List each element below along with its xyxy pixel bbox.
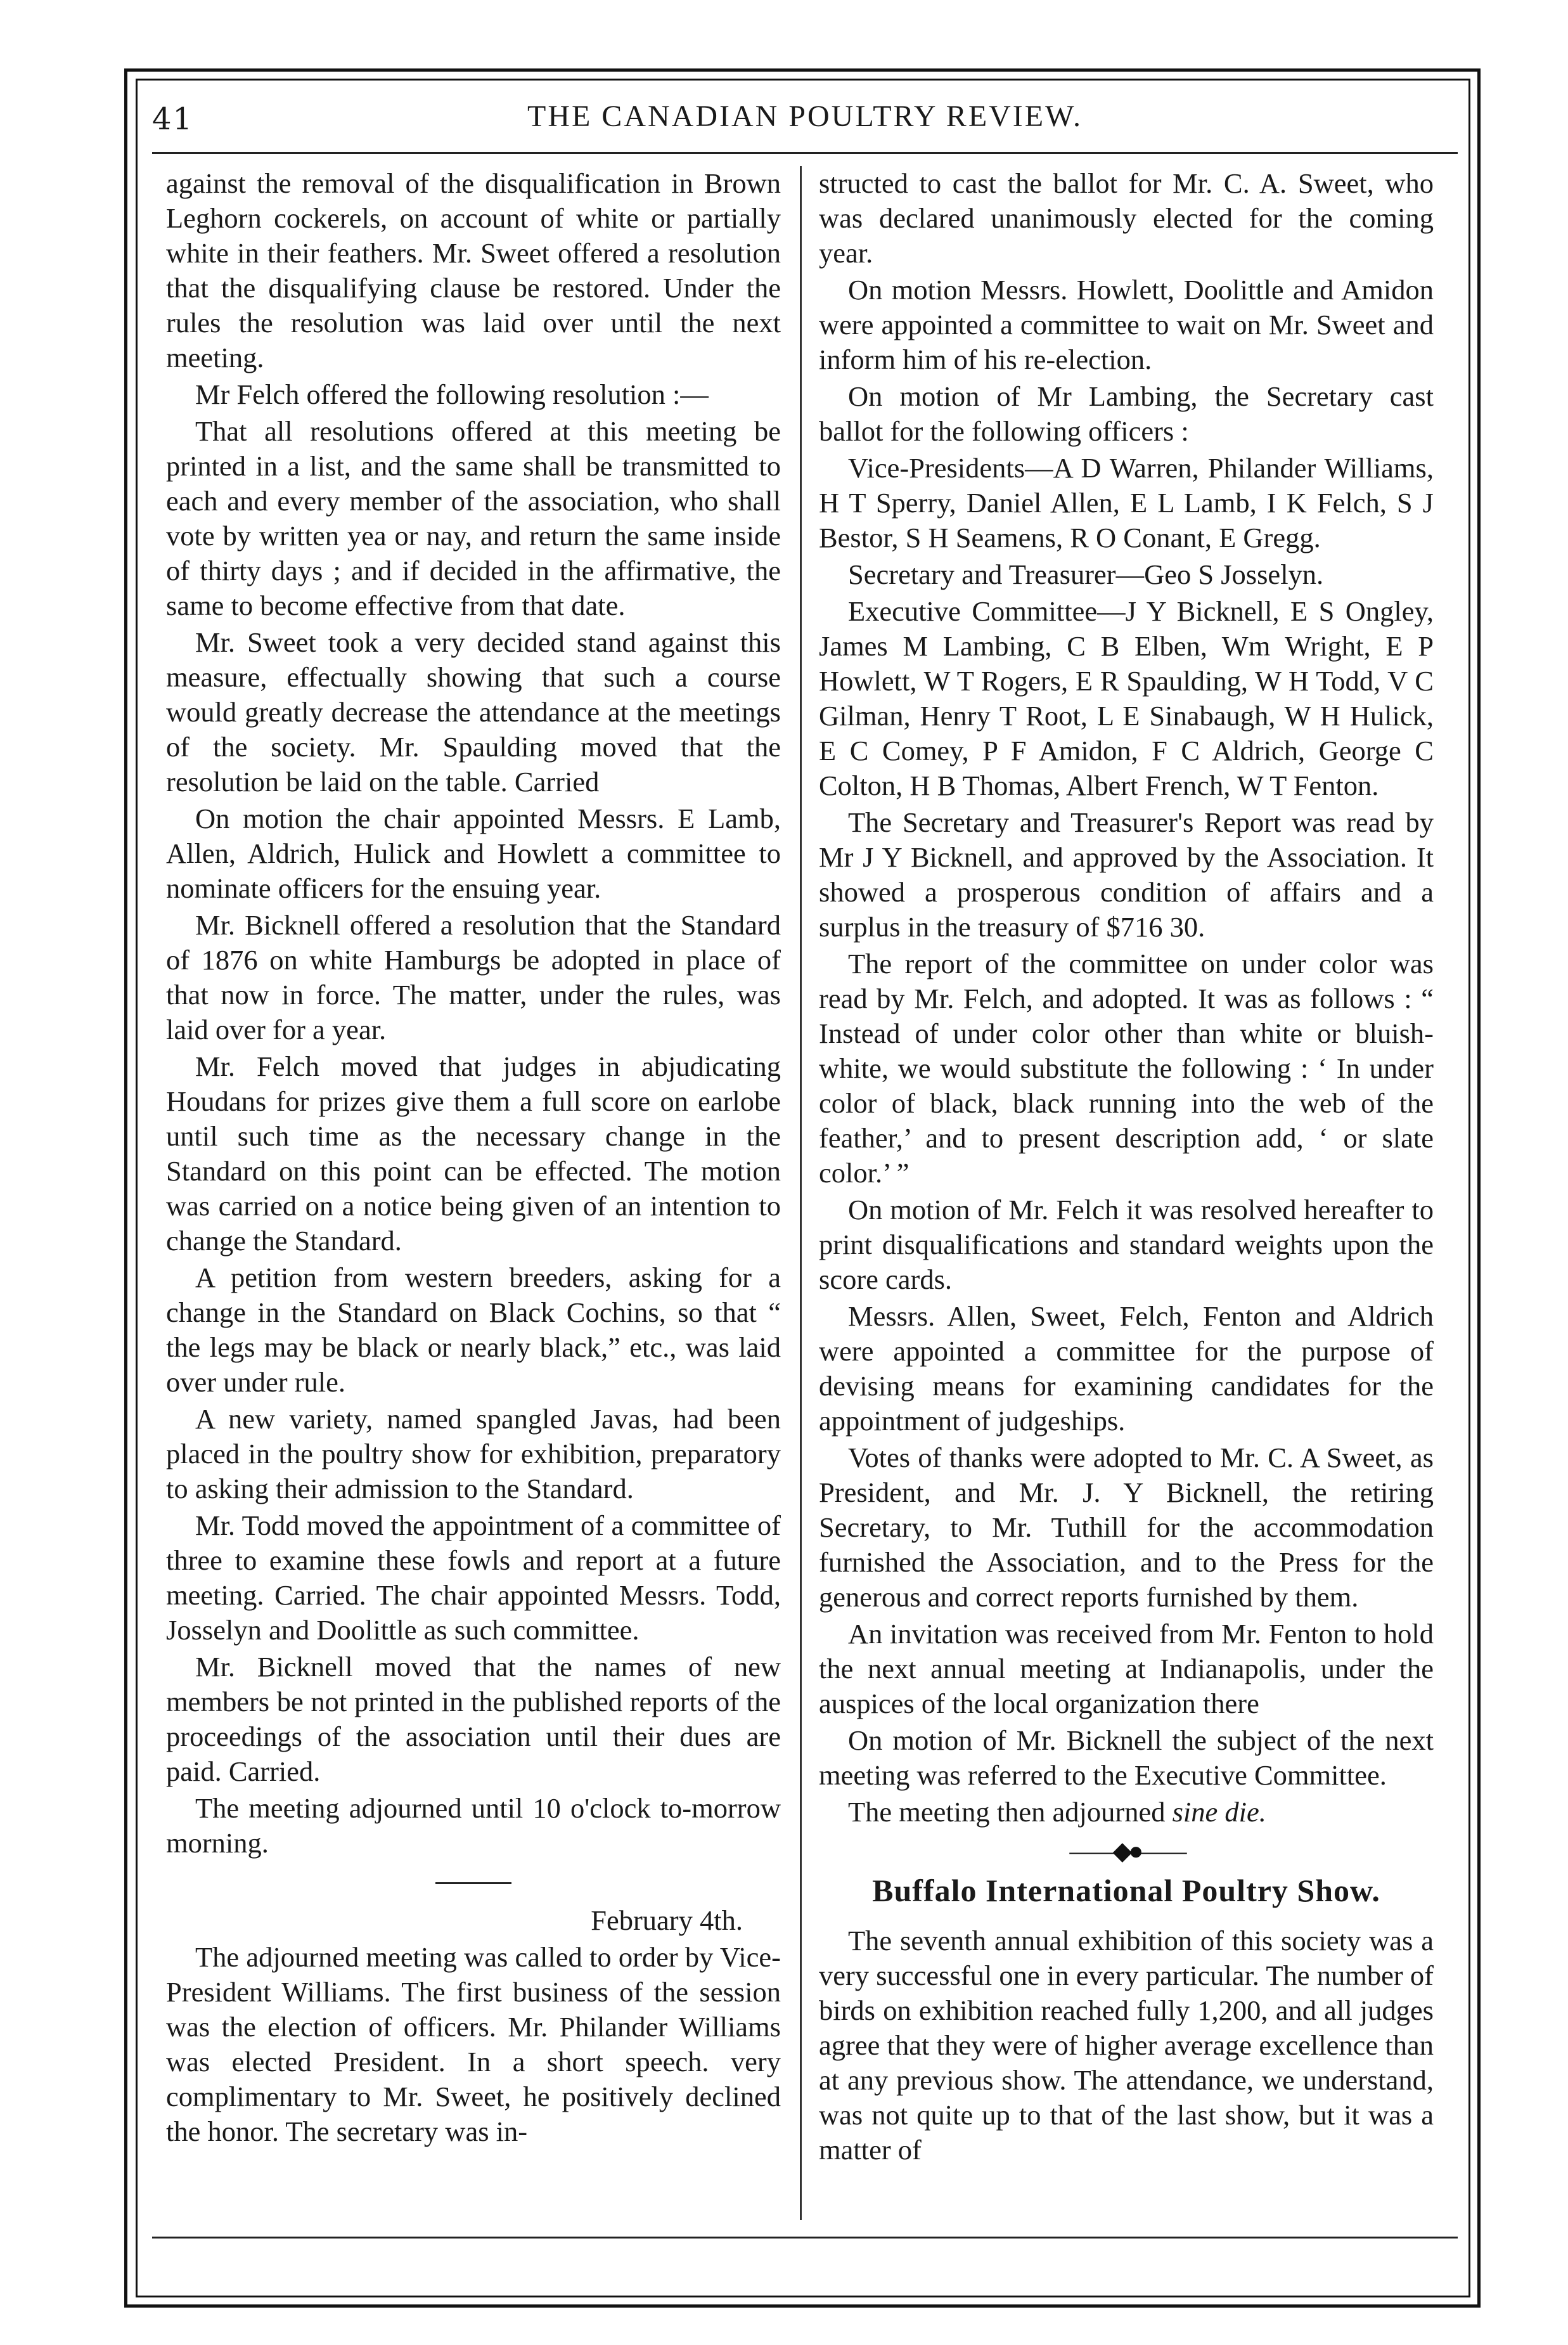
- paragraph: The adjourned meeting was called to order by Vice-President Williams. The first business of the session was the election of officers. Mr. Philander Williams was elected President. In a short speech. very complimentary to Mr. Sweet, he positively declined the honor. The secretary was in-: [166, 1941, 781, 2147]
- paragraph: Votes of thanks were adopted to Mr. C. A Sweet, as President, and Mr. J. Y Bicknell, the retiring Secretary, to Mr. Tuthill for the accommodation furnished the Association, and to the Press for the generous and correct reports furnished by them.: [819, 1442, 1434, 1613]
- paragraph: Mr. Bicknell moved that the names of new members be not printed in the published reports of the proceedings of the association until their dues are paid. Carried.: [166, 1651, 781, 1787]
- paragraph: Secretary and Treasurer—Geo S Josselyn.: [848, 559, 1324, 590]
- section-divider: [435, 1882, 511, 1884]
- closing-paragraph: [819, 1795, 1434, 1830]
- paragraph: An invitation was received from Mr. Fenton to hold the next annual meeting at Indianapolis, under the auspices of the local organization there: [819, 1618, 1434, 1719]
- paragraph: Mr Felch offered the following resolution :—: [195, 378, 709, 410]
- ornament-divider: ——◆●——: [1069, 1837, 1183, 1865]
- paragraph: A petition from western breeders, asking for a change in the Standard on Black Cochins, so that “ the legs may be black or nearly black,” etc., was laid over under rule.: [166, 1262, 781, 1398]
- paragraph: Messrs. Allen, Sweet, Felch, Fenton and Aldrich were appointed a committee for the purpose of devising means for examining candidates for the appointment of judgeships.: [819, 1300, 1434, 1437]
- left-column: [166, 166, 781, 2258]
- paragraph: Mr. Todd moved the appointment of a committee of three to examine these fowls and report at a future meeting. Carried. The chair appointed Messrs. Todd, Josselyn and Doolittle as such committee.: [166, 1509, 781, 1646]
- right-column: [819, 166, 1434, 2258]
- column-rule: [800, 166, 802, 2220]
- paragraph: The Secretary and Treasurer's Report was read by Mr J Y Bicknell, and approved by the Association. It showed a prosperous condition of affairs and a surplus in the treasury of $716 30.: [819, 806, 1434, 943]
- paragraph: against the removal of the disqualification in Brown Leghorn cockerels, on account of white or partially white in their feathers. Mr. Sweet offered a resolution that the disqualifying clause be restored. Under the rules the resolution was laid over until the next meeting.: [166, 167, 781, 373]
- running-head: [152, 96, 1458, 147]
- page-number: 41: [152, 101, 194, 137]
- paragraph: Mr. Sweet took a very decided stand against this measure, effectually showing that such a course would greatly decrease the attendance at the meetings of the society. Mr. Spaulding moved that the resolution be laid on the table. Carried: [166, 626, 781, 798]
- paragraph: That all resolutions offered at this meeting be printed in a list, and the same shall be transmitted to each and every member of the association, who shall vote by written yea or nay, and return the same inside of thirty days ; and if decided in the affirmative, the same to become effective from that date.: [166, 415, 781, 621]
- paragraph: Mr. Felch moved that judges in abjudicating Houdans for prizes give them a full score on earlobe until such time as the necessary change in the Standard on this point can be effected. The motion was carried on a notice being given of an intention to change the Standard.: [166, 1050, 781, 1256]
- paragraph: Executive Committee—J Y Bicknell, E S Ongley, James M Lambing, C B Elben, Wm Wright, E P Howlett, W T Rogers, E R Spaulding, W H Todd, V C Gilman, Henry T Root, L E Sinabaugh, W H Hulick, E C Comey, P F Amidon, F C Aldrich, George C Colton, H B Thomas, Albert French, W T Fenton.: [819, 595, 1434, 801]
- closing-text: The meeting then adjourned: [848, 1796, 1173, 1828]
- paragraph: The report of the committee on under color was read by Mr. Felch, and adopted. It was as follows : “ Instead of under color other than white or bluish-white, we would substitute the following : ‘ In under color of black, black running into the web of the feather,’ and to present description add, ‘ or slate color.’ ”: [819, 948, 1434, 1189]
- header-rule: [152, 152, 1458, 154]
- paragraph: On motion of Mr Lambing, the Secretary cast ballot for the following officers :: [819, 380, 1434, 447]
- paragraph: Vice-Presidents—A D Warren, Philander Williams, H T Sperry, Daniel Allen, E L Lamb, I K Felch, S J Bestor, S H Seamens, R O Conant, E Gregg.: [819, 452, 1434, 553]
- paragraph: On motion of Mr. Bicknell the subject of the next meeting was referred to the Executive Committee.: [819, 1724, 1434, 1791]
- journal-title: THE CANADIAN POULTRY REVIEW.: [527, 100, 1083, 133]
- paragraph: A new variety, named spangled Javas, had been placed in the poultry show for exhibition, preparatory to asking their admission to the Standard.: [166, 1403, 781, 1504]
- paragraph: Mr. Bicknell offered a resolution that the Standard of 1876 on white Hamburgs be adopted in place of that now in force. The matter, under the rules, was laid over for a year.: [166, 909, 781, 1045]
- sine-die-italic: sine die.: [1172, 1796, 1266, 1828]
- paragraph: On motion the chair appointed Messrs. E Lamb, Allen, Aldrich, Hulick and Howlett a committee to nominate officers for the ensuing year.: [166, 803, 781, 904]
- paragraph: The meeting adjourned until 10 o'clock to-morrow morning.: [166, 1792, 781, 1859]
- paragraph: The seventh annual exhibition of this society was a very successful one in every particular. The number of birds on exhibition reached fully 1,200, and all judges agree that they were of higher average excellence than at any previous show. The attendance, we understand, was not quite up to that of the last show, but it was a matter of: [819, 1925, 1434, 2166]
- section-heading: Buffalo International Poultry Show.: [872, 1873, 1380, 1908]
- paragraph: On motion of Mr. Felch it was resolved hereafter to print disqualifications and standard weights upon the score cards.: [819, 1194, 1434, 1295]
- footer-rule: [152, 2237, 1458, 2238]
- paragraph: On motion Messrs. Howlett, Doolittle and Amidon were appointed a committee to wait on Mr. Sweet and inform him of his re-election.: [819, 274, 1434, 375]
- date-line: February 4th.: [591, 1904, 743, 1936]
- paragraph: structed to cast the ballot for Mr. C. A. Sweet, who was declared unanimously elected for the coming year.: [819, 167, 1434, 269]
